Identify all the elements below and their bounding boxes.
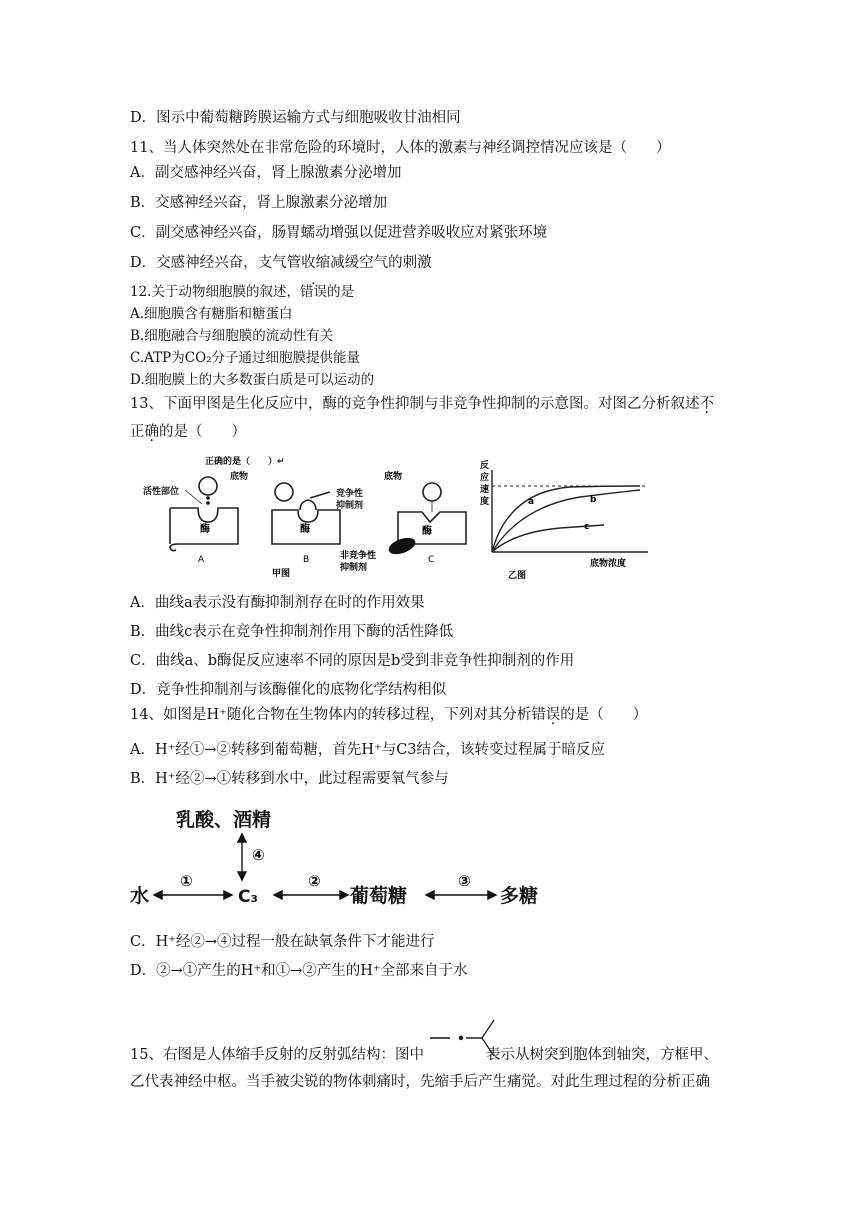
svg-text:底物: 底物	[230, 472, 249, 482]
q12-option-a: A.细胞膜含有糖脂和糖蛋白	[130, 306, 293, 322]
svg-text:C₃: C₃	[238, 887, 258, 907]
q13-option-a: A．曲线a表示没有酶抑制剂存在时的作用效果	[130, 595, 425, 611]
q14-option-c: C．H⁺经②→④过程一般在缺氧条件下才能进行	[130, 934, 435, 950]
svg-text:抑制剂: 抑制剂	[340, 563, 368, 573]
svg-text:甲图: 甲图	[272, 569, 291, 579]
svg-text:②: ②	[308, 872, 321, 890]
svg-text:酶: 酶	[300, 524, 310, 535]
svg-text:乙图: 乙图	[508, 571, 527, 581]
q14-option-d: D．②→①产生的H⁺和①→②产生的H⁺全部来自于水	[130, 963, 468, 979]
svg-text:①: ①	[180, 872, 193, 890]
q13-option-d: D．竞争性抑制剂与该酶催化的底物化学结构相似	[130, 682, 447, 698]
q13-option-b: B．曲线c表示在竞争性抑制剂作用下酶的活性降低	[130, 624, 454, 640]
svg-text:乳酸、酒精: 乳酸、酒精	[176, 809, 272, 831]
q13-option-c: C．曲线a、b酶促反应速率不同的原因是b受到非竞争性抑制剂的作用	[130, 653, 575, 669]
svg-text:③: ③	[458, 872, 471, 890]
q11-option-a: A．副交感神经兴奋，肾上腺激素分泌增加	[130, 165, 402, 181]
q14-option-a: A．H⁺经①→②转移到葡萄糖，首先H⁺与C3结合，该转变过程属于暗反应	[130, 742, 606, 758]
svg-text:底物浓度: 底物浓度	[590, 559, 627, 569]
svg-text:活性部位: 活性部位	[143, 487, 180, 497]
q11-option-b: B．交感神经兴奋，肾上腺激素分泌增加	[130, 195, 388, 211]
svg-text:B: B	[303, 555, 310, 565]
svg-text:应: 应	[480, 473, 490, 483]
q10-option-d: D．图示中葡萄糖跨膜运输方式与细胞吸收甘油相同	[130, 110, 461, 126]
q11-stem: 11、当人体突然处在非常危险的环境时，人体的激素与神经调控情况应该是（ ）	[130, 140, 671, 156]
svg-text:酶: 酶	[200, 524, 210, 535]
q15-line2: 乙代表神经中枢。当手被尖锐的物体刺痛时，先缩手后产生痛觉。对此生理过程的分析正确	[130, 1074, 710, 1090]
q12-stem: 12.关于动物细胞膜的叙述，错误的是	[130, 284, 354, 300]
svg-text:④: ④	[252, 846, 265, 864]
svg-text:a: a	[528, 497, 535, 507]
svg-text:正确的是（ ）↵: 正确的是（ ）↵	[205, 457, 285, 467]
svg-text:非竞争性: 非竞争性	[340, 551, 377, 561]
svg-text:抑制剂: 抑制剂	[336, 501, 364, 511]
q15-line1: 15、右图是人体缩手反射的反射弧结构：图中 表示从树突到胞体到轴突，方框甲、	[130, 1047, 718, 1063]
q14-stem: 14、如图是H⁺随化合物在生物体内的转移过程，下列对其分析错误的是（ ）	[130, 707, 648, 723]
svg-text:b: b	[590, 495, 597, 505]
svg-text:c: c	[584, 522, 590, 532]
svg-text:速: 速	[480, 485, 490, 495]
emphasis-mark: 错误	[299, 284, 327, 300]
svg-text:水: 水	[130, 885, 150, 907]
svg-text:竞争性: 竞争性	[336, 489, 364, 499]
svg-text:A: A	[198, 555, 205, 565]
svg-text:多糖: 多糖	[500, 885, 539, 907]
enzyme-inhibition-figure	[140, 452, 660, 582]
q12-option-c: C.ATP为CO₂分子通过细胞膜提供能量	[130, 350, 361, 366]
q12-option-b: B.细胞融合与细胞膜的流动性有关	[130, 328, 334, 344]
q11-option-c: C．副交感神经兴奋，肠胃蠕动增强以促进营养吸收应对紧张环境	[130, 225, 548, 241]
hydrogen-transfer-figure	[128, 800, 588, 915]
q14-option-b: B．H⁺经②→①转移到水中，此过程需要氧气参与	[130, 771, 449, 787]
svg-text:葡萄糖: 葡萄糖	[350, 885, 408, 907]
q13-stem-line2: 正确的是（ ）	[130, 424, 246, 440]
q12-option-d: D.细胞膜上的大多数蛋白质是可以运动的	[130, 372, 375, 388]
svg-text:C: C	[428, 555, 435, 565]
svg-text:度: 度	[480, 497, 490, 507]
svg-text:酶: 酶	[422, 526, 432, 537]
q13-stem-line1: 13、下面甲图是生化反应中，酶的竞争性抑制与非竞争性抑制的示意图。对图乙分析叙述不	[130, 396, 714, 412]
svg-text:底物: 底物	[384, 472, 403, 482]
neuron-symbol-icon	[428, 1016, 498, 1060]
q11-option-d: D．交感神经兴奋，支气管收缩减缓空气的刺激	[130, 255, 432, 271]
svg-text:反: 反	[480, 461, 490, 471]
